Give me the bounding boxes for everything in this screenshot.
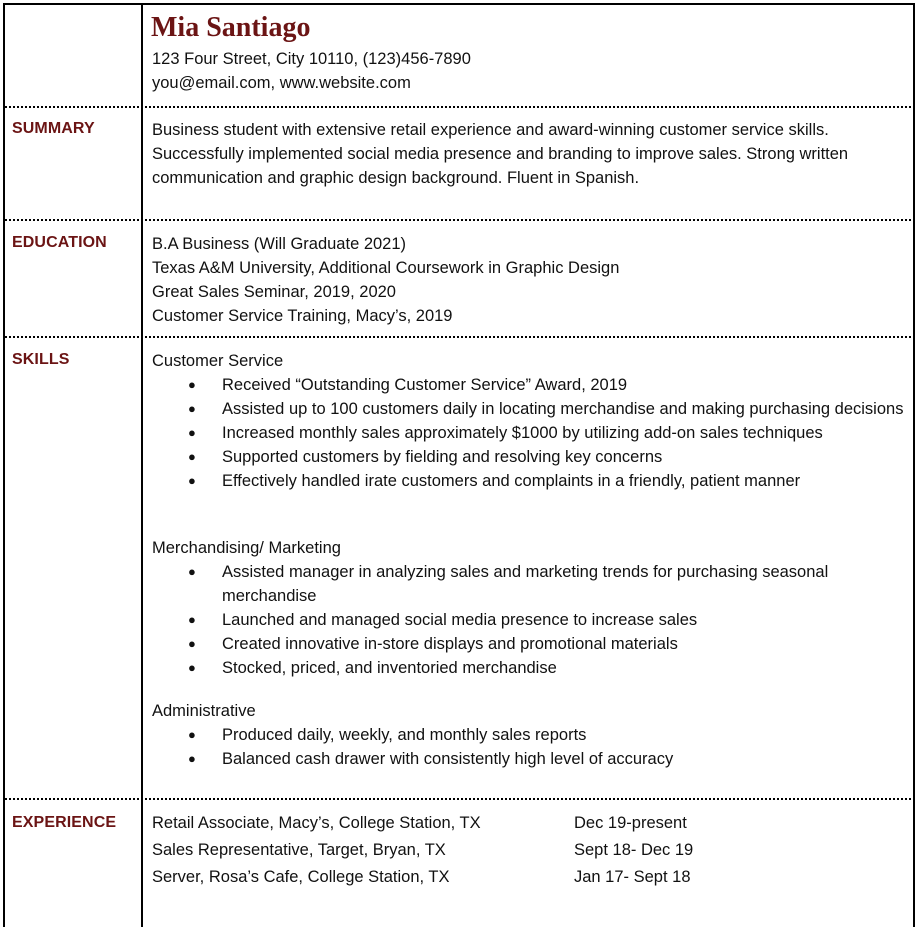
education-line: Texas A&M University, Additional Coursework in Graphic Design	[152, 259, 620, 277]
experience-row	[152, 864, 912, 891]
skills-list	[152, 723, 912, 771]
bullet-icon: ●	[188, 449, 196, 464]
education-label: EDUCATION	[12, 234, 107, 251]
section-divider-summary	[5, 219, 915, 221]
summary-line: Successfully implemented social media presence and branding to improve sales. Strong written	[152, 145, 849, 163]
experience-row	[152, 837, 912, 864]
summary-line: Business student with extensive retail experience and award-winning customer service skills.	[152, 121, 829, 139]
experience-block	[152, 810, 912, 891]
bullet-icon: ●	[188, 564, 196, 579]
summary-label: SUMMARY	[12, 120, 95, 137]
experience-dates: Dec 19-present	[574, 814, 687, 832]
list-item: ● Stocked, priced, and inventoried merchandise	[152, 656, 912, 680]
skills-group-title: Merchandising/ Marketing	[152, 539, 341, 557]
education-line: B.A Business (Will Graduate 2021)	[152, 235, 407, 253]
list-item: ● Created innovative in-store displays and promotional materials	[152, 632, 912, 656]
contact-block	[152, 47, 912, 95]
skills-list	[152, 373, 912, 493]
experience-role: Retail Associate, Macy’s, College Station, TX	[152, 814, 481, 832]
list-item: ● Effectively handled irate customers and complaints in a friendly, patient manner	[152, 469, 912, 493]
skills-list	[152, 560, 912, 680]
education-line: Great Sales Seminar, 2019, 2020	[152, 283, 396, 301]
experience-dates: Jan 17- Sept 18	[574, 868, 691, 886]
skills-group-administrative	[152, 699, 912, 771]
list-item: ● Assisted manager in analyzing sales and marketing trends for purchasing seasonal merchandise	[152, 560, 912, 608]
section-divider-skills	[5, 798, 915, 800]
list-item: ● Assisted up to 100 customers daily in locating merchandise and making purchasing decisions	[152, 397, 912, 421]
list-item: ● Increased monthly sales approximately $1000 by utilizing add-on sales techniques	[152, 421, 912, 445]
education-line: Customer Service Training, Macy’s, 2019	[152, 307, 453, 325]
resume-name: Mia Santiago	[151, 12, 311, 43]
section-divider-header	[5, 106, 915, 108]
education-block	[152, 232, 912, 328]
skills-group-title: Customer Service	[152, 352, 284, 370]
experience-role: Sales Representative, Target, Bryan, TX	[152, 841, 446, 859]
bullet-icon: ●	[188, 377, 196, 392]
experience-dates: Sept 18- Dec 19	[574, 841, 694, 859]
list-item: ● Launched and managed social media presence to increase sales	[152, 608, 912, 632]
list-item: ● Balanced cash drawer with consistently high level of accuracy	[152, 747, 912, 771]
bullet-icon: ●	[188, 401, 196, 416]
experience-row	[152, 810, 912, 837]
bullet-icon: ●	[188, 727, 196, 742]
contact-line: you@email.com, www.website.com	[152, 74, 411, 92]
bullet-icon: ●	[188, 612, 196, 627]
skills-group-customer-service	[152, 349, 912, 493]
bullet-icon: ●	[188, 473, 196, 488]
column-divider	[141, 3, 143, 927]
bullet-icon: ●	[188, 425, 196, 440]
summary-text	[152, 118, 912, 190]
address-line: 123 Four Street, City 10110, (123)456-7890	[152, 50, 471, 68]
bullet-icon: ●	[188, 751, 196, 766]
bullet-icon: ●	[188, 660, 196, 675]
skills-group-merchandising	[152, 536, 912, 680]
summary-line: communication and graphic design background. Fluent in Spanish.	[152, 169, 640, 187]
list-item: ● Received “Outstanding Customer Service” Award, 2019	[152, 373, 912, 397]
experience-role: Server, Rosa’s Cafe, College Station, TX	[152, 868, 450, 886]
skills-group-title: Administrative	[152, 702, 256, 720]
section-divider-education	[5, 336, 915, 338]
list-item: ● Supported customers by fielding and resolving key concerns	[152, 445, 912, 469]
skills-label: SKILLS	[12, 351, 70, 368]
bullet-icon: ●	[188, 636, 196, 651]
list-item: ● Produced daily, weekly, and monthly sales reports	[152, 723, 912, 747]
experience-label: EXPERIENCE	[12, 814, 117, 831]
